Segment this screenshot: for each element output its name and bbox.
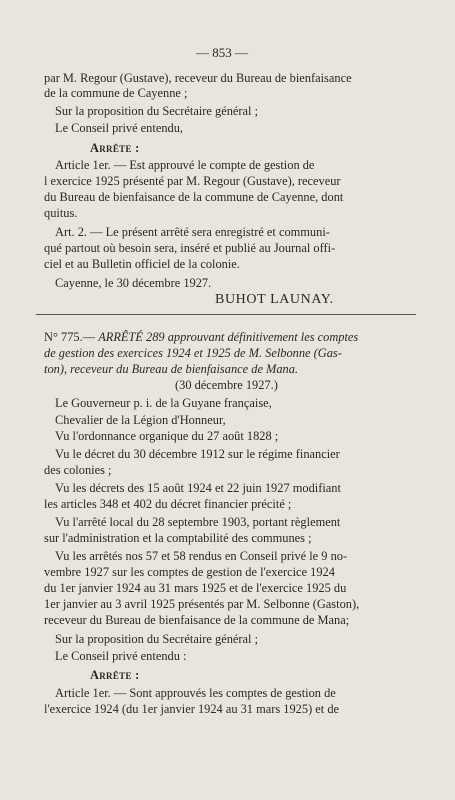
text-line: l exercice 1925 présenté par M. Regour (Gustave), receveur [44, 174, 341, 188]
text-line: Vu les arrêtés nos 57 et 58 rendus en Conseil privé le 9 no- [55, 549, 348, 563]
place-date: Cayenne, le 30 décembre 1927. [55, 276, 212, 290]
text-line: des colonies ; [44, 463, 112, 477]
text-line: ciel et au Bulletin officiel de la colonie. [44, 257, 240, 271]
text-line: quitus. [44, 206, 78, 220]
text-line: qué partout où besoin sera, inséré et publié au Journal offi- [44, 241, 336, 255]
text-line: Article 1er. — Sont approuvés les comptes de gestion de [55, 686, 336, 700]
text-line: Vu les décrets des 15 août 1924 et 22 juin 1927 modifiant [55, 481, 341, 495]
arrete-title-line: ton), receveur du Bureau de bienfaisance de Mana. [44, 362, 299, 376]
text-line: sur l'administration et la comptabilité des communes ; [44, 531, 312, 545]
text-line: Art. 2. — Le présent arrêté sera enregistré et communi- [55, 225, 330, 239]
text-line: l'exercice 1924 (du 1er janvier 1924 au 31 mars 1925) et de [44, 702, 340, 716]
arrete-date: (30 décembre 1927.) [175, 378, 278, 392]
text-line: Sur la proposition du Secrétaire général ; [55, 104, 259, 118]
signature: BUHOT LAUNAY. [215, 292, 334, 307]
text-line: du 1er janvier 1924 au 31 mars 1925 et de l'exercice 1925 du [44, 581, 347, 595]
text-line: receveur du Bureau de bienfaisance de la commune de Mana; [44, 613, 350, 627]
text-line: vembre 1927 sur les comptes de gestion de l'exercice 1924 [44, 565, 335, 579]
text-line: Article 1er. — Est approuvé le compte de gestion de [55, 158, 315, 172]
text-line: Le Gouverneur p. i. de la Guyane française, [55, 396, 272, 410]
text-line: Vu le décret du 30 décembre 1912 sur le régime financier [55, 447, 340, 461]
section-divider [36, 314, 416, 315]
text-line: Sur la proposition du Secrétaire général ; [55, 632, 259, 646]
text-line: Vu l'arrêté local du 28 septembre 1903, portant règlement [55, 515, 341, 529]
text-line: par M. Regour (Gustave), receveur du Bureau de bienfaisance [44, 71, 352, 85]
text-line: Le Conseil privé entendu : [55, 649, 187, 663]
page-number: — 853 — [196, 45, 248, 60]
arrete-heading: Arrête : [90, 668, 140, 682]
text-line: du Bureau de bienfaisance de la commune de Cayenne, dont [44, 190, 344, 204]
arrete-title: ARRÊTÉ 289 approuvant définitivement les comptes [98, 330, 359, 344]
text-line: Chevalier de la Légion d'Honneur, [55, 413, 226, 427]
text-line: 1er janvier au 3 avril 1925 présentés par M. Selbonne (Gaston), [44, 597, 360, 611]
arrete-heading: Arrête : [90, 141, 140, 155]
arrete-title-line-1 [44, 330, 358, 345]
arrete-title-line: de gestion des exercices 1924 et 1925 de M. Selbonne (Gas- [44, 346, 342, 360]
text-line: les articles 348 et 402 du décret financier précité ; [44, 497, 292, 511]
text-line: de la commune de Cayenne ; [44, 86, 188, 100]
document-number: N° 775.— [44, 330, 96, 344]
text-line: Le Conseil privé entendu, [55, 121, 184, 135]
text-line: Vu l'ordonnance organique du 27 août 1828 ; [55, 429, 279, 443]
